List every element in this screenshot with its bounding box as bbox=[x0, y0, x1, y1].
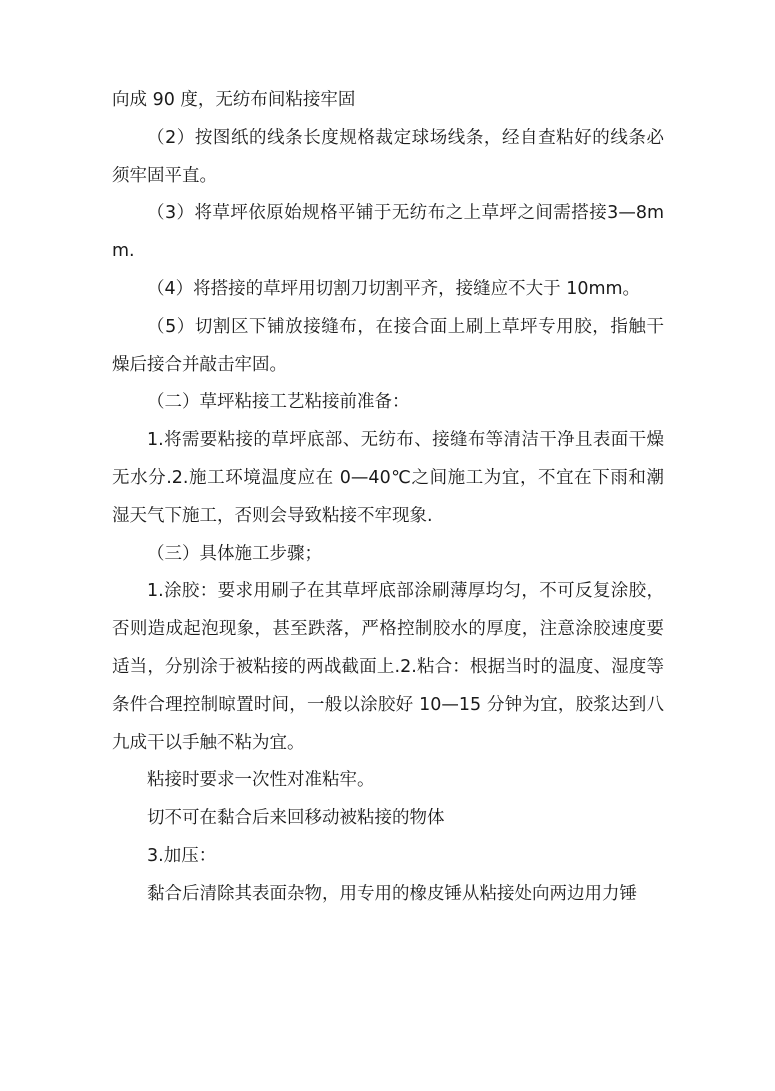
section-heading-steps: （三）具体施工步骤； bbox=[147, 543, 322, 564]
paragraph-no-move: 切不可在黏合后来回移动被粘接的物体 bbox=[147, 808, 445, 829]
paragraph-step-5: （5）切割区下铺放接缝布，在接合面上刷上草坪专用胶，指触干燥后接合并敲击牢固。 bbox=[112, 316, 664, 375]
paragraph-step-3: （3）将草坪依原始规格平铺于无纺布之上草坪之间需搭接3—8mm. bbox=[112, 203, 664, 262]
paragraph-pressing-heading: 3.加压： bbox=[147, 845, 217, 866]
paragraph-align: 粘接时要求一次性对准粘牢。 bbox=[147, 770, 375, 791]
paragraph-gluing: 1.涂胶：要求用刷子在其草坪底部涂刷薄厚均匀，不可反复涂胶，否则造成起泡现象，甚至跌落，严格控制胶水的厚度，注意涂胶速度要适当，分别涂于被粘接的两战截面上.2.粘合：根据当时的温度、湿度等条件合理控制晾置时间，一般以涂胶好 10—15 分钟为宜，胶浆达到八九成干以手触不粘为宜。 bbox=[112, 581, 664, 753]
paragraph-step-2: （2）按图纸的线条长度规格裁定球场线条，经自查粘好的线条必须牢固平直。 bbox=[112, 127, 664, 186]
paragraph-continuation: 向成 90 度，无纺布间粘接牢固 bbox=[112, 90, 356, 110]
paragraph-pressing: 黏合后清除其表面杂物，用专用的橡皮锤从粘接处向两边用力锤 bbox=[147, 883, 637, 904]
section-heading-preparation: （二）草坪粘接工艺粘接前准备： bbox=[147, 392, 410, 413]
document-body bbox=[112, 82, 664, 914]
paragraph-step-4: （4）将搭接的草坪用切割刀切割平齐，接缝应不大于 10mm。 bbox=[147, 278, 641, 299]
paragraph-preparation: 1.将需要粘接的草坪底部、无纺布、接缝布等清洁干净且表面干燥无水分.2.施工环境温度应在 0—40℃之间施工为宜，不宜在下雨和潮湿天气下施工，否则会导致粘接不牢现象. bbox=[112, 430, 664, 526]
